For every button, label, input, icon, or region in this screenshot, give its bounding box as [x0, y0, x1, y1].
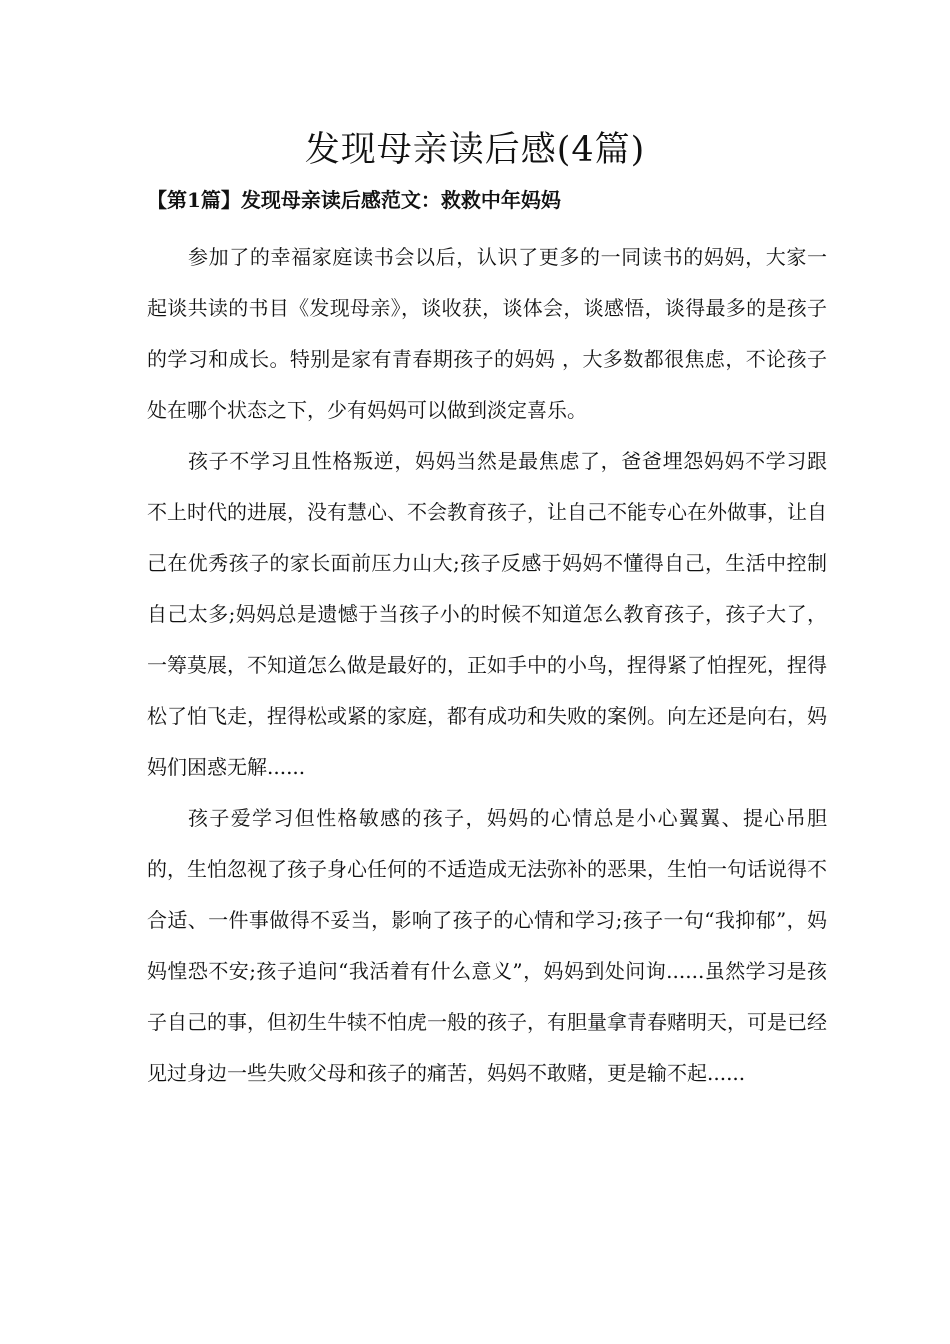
paragraph: 孩子爱学习但性格敏感的孩子，妈妈的心情总是小心翼翼、提心吊胆的，生怕忽视了孩子身心任何的不适造成无法弥补的恶果，生怕一句话说得不合适、一件事做得不妥当，影响了孩子的心情和学习;孩子一句“我抑郁”，妈妈惶恐不安;孩子追问“我活着有什么意义”，妈妈到处问询......虽然学习是孩子自己的事，但初生牛犊不怕虎一般的孩子，有胆量拿青春赌明天，可是已经见过身边一些失败父母和孩子的痛苦，妈妈不敢赌，更是输不起...... — [147, 806, 827, 1085]
section-heading: 【第1篇】发现母亲读后感范文：救救中年妈妈 — [147, 188, 561, 212]
document-title: 发现母亲读后感(4篇) — [304, 130, 646, 170]
document-body — [147, 232, 827, 1099]
paragraph: 参加了的幸福家庭读书会以后，认识了更多的一同读书的妈妈，大家一起谈共读的书目《发现母亲》，谈收获，谈体会，谈感悟，谈得最多的是孩子的学习和成长。特别是家有青春期孩子的妈妈 ，大多数都很焦虑，不论孩子处在哪个状态之下，少有妈妈可以做到淡定喜乐。 — [147, 245, 827, 422]
paragraph: 孩子不学习且性格叛逆，妈妈当然是最焦虑了，爸爸埋怨妈妈不学习跟不上时代的进展，没有慧心、不会教育孩子，让自己不能专心在外做事，让自己在优秀孩子的家长面前压力山大;孩子反感于妈妈不懂得自己，生活中控制自己太多;妈妈总是遗憾于当孩子小的时候不知道怎么教育孩子，孩子大了，一筹莫展，不知道怎么做是最好的，正如手中的小鸟，捏得紧了怕捏死，捏得松了怕飞走，捏得松或紧的家庭，都有成功和失败的案例。向左还是向右，妈妈们困惑无解...... — [147, 449, 827, 779]
